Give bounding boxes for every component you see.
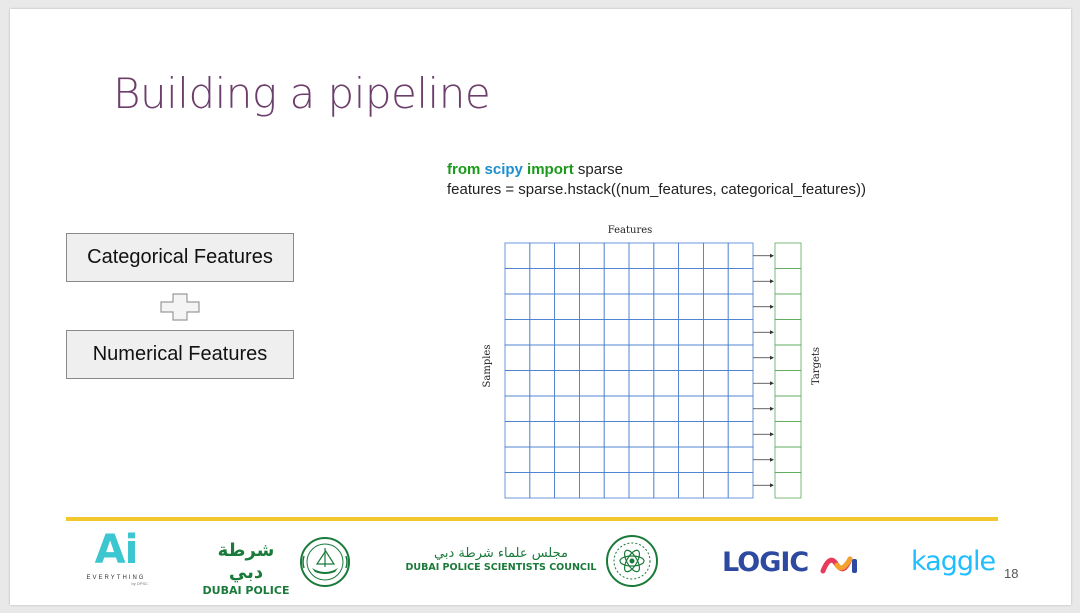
- feature-cell: [555, 243, 580, 269]
- feature-cell: [654, 294, 679, 320]
- feature-cell: [728, 371, 753, 397]
- feature-cell: [604, 320, 629, 346]
- row-arrow: [753, 279, 774, 283]
- feature-cell: [679, 447, 704, 473]
- target-cell: [775, 320, 801, 346]
- dubai-police-text-block: [200, 540, 292, 597]
- feature-cell: [629, 269, 654, 295]
- feature-cell: [555, 294, 580, 320]
- feature-cell: [679, 294, 704, 320]
- feature-cell: [555, 422, 580, 448]
- logic-ai-logo: [722, 546, 862, 580]
- target-cell: [775, 371, 801, 397]
- feature-cell: [728, 320, 753, 346]
- target-cell: [775, 396, 801, 422]
- feature-cell: [629, 345, 654, 371]
- feature-cell: [505, 473, 530, 499]
- categorical-features-box: [66, 233, 294, 282]
- feature-cell: [530, 371, 555, 397]
- feature-cell: [629, 371, 654, 397]
- feature-cell: [629, 473, 654, 499]
- feature-cell: [703, 473, 728, 499]
- feature-cell: [530, 422, 555, 448]
- feature-cell: [703, 447, 728, 473]
- feature-cell: [505, 345, 530, 371]
- code-snippet: [447, 160, 866, 200]
- feature-cell: [579, 345, 604, 371]
- feature-cell: [579, 269, 604, 295]
- ai-logo-mark: Ai: [94, 527, 138, 573]
- row-arrow: [753, 483, 774, 487]
- slide: [10, 9, 1071, 605]
- feature-cell: [728, 294, 753, 320]
- feature-cell: [629, 294, 654, 320]
- feature-cell: [679, 243, 704, 269]
- feature-cell: [703, 294, 728, 320]
- logic-ai-wave-icon: [820, 551, 860, 577]
- feature-cell: [579, 243, 604, 269]
- feature-cell: [555, 371, 580, 397]
- slide-title: Building a pipeline: [113, 69, 491, 118]
- feature-grid: [505, 243, 753, 498]
- feature-cell: [505, 396, 530, 422]
- feature-cell: [530, 473, 555, 499]
- row-arrows: [753, 254, 774, 488]
- code-keyword-from: from: [447, 161, 481, 178]
- row-arrow: [753, 330, 774, 334]
- feature-cell: [579, 396, 604, 422]
- feature-cell: [505, 371, 530, 397]
- feature-cell: [654, 269, 679, 295]
- target-cell: [775, 294, 801, 320]
- row-arrow: [753, 458, 774, 462]
- feature-cell: [654, 473, 679, 499]
- feature-cell: [629, 320, 654, 346]
- feature-cell: [728, 473, 753, 499]
- feature-cell: [505, 320, 530, 346]
- dubai-police-english: DUBAI POLICE: [202, 584, 290, 597]
- code-import-target: sparse: [577, 161, 623, 178]
- row-arrow: [753, 305, 774, 309]
- row-arrow: [753, 381, 774, 385]
- ai-logo-tagline: by DPSC: [131, 581, 148, 586]
- target-cell: [775, 447, 801, 473]
- feature-cell: [703, 320, 728, 346]
- feature-cell: [728, 447, 753, 473]
- dubai-police-logo: [200, 536, 355, 597]
- feature-cell: [728, 422, 753, 448]
- target-cell: [775, 243, 801, 269]
- feature-cell: [703, 422, 728, 448]
- target-cell: [775, 269, 801, 295]
- feature-cell: [679, 320, 704, 346]
- numerical-features-label: Numerical Features: [92, 343, 268, 365]
- feature-cell: [629, 422, 654, 448]
- feature-cell: [604, 447, 629, 473]
- feature-cell: [555, 447, 580, 473]
- feature-matrix-diagram: [475, 221, 855, 516]
- ai-logo-subtitle: EVERYTHING: [86, 575, 146, 581]
- feature-cell: [579, 447, 604, 473]
- feature-cell: [703, 371, 728, 397]
- feature-cell: [654, 422, 679, 448]
- feature-cell: [728, 396, 753, 422]
- feature-cell: [629, 243, 654, 269]
- feature-cell: [505, 422, 530, 448]
- feature-cell: [530, 345, 555, 371]
- feature-cell: [530, 294, 555, 320]
- feature-cell: [604, 345, 629, 371]
- feature-cell: [505, 269, 530, 295]
- feature-cell: [579, 294, 604, 320]
- scientists-council-text-block: [405, 546, 597, 573]
- feature-cell: [555, 396, 580, 422]
- feature-cell: [505, 447, 530, 473]
- feature-cell: [530, 320, 555, 346]
- features-axis-label: Features: [607, 225, 653, 236]
- ai-everything-logo: [76, 529, 156, 594]
- feature-cell: [679, 345, 704, 371]
- feature-cell: [679, 396, 704, 422]
- feature-cell: [679, 422, 704, 448]
- logic-ai-wordmark: LOGIC: [722, 547, 809, 578]
- feature-cell: [604, 269, 629, 295]
- code-keyword-import: import: [527, 161, 574, 178]
- samples-axis-label: Samples: [482, 344, 493, 388]
- code-module: scipy: [484, 161, 523, 178]
- feature-cell: [654, 320, 679, 346]
- dubai-police-arabic: شرطة دبي: [217, 540, 275, 583]
- target-cell: [775, 422, 801, 448]
- row-arrow: [753, 356, 774, 360]
- plus-icon: [160, 293, 200, 321]
- feature-cell: [728, 269, 753, 295]
- feature-cell: [530, 269, 555, 295]
- feature-cell: [604, 473, 629, 499]
- feature-cell: [555, 473, 580, 499]
- feature-cell: [555, 345, 580, 371]
- feature-cell: [654, 243, 679, 269]
- feature-cell: [629, 396, 654, 422]
- feature-cell: [579, 473, 604, 499]
- feature-cell: [679, 269, 704, 295]
- feature-cell: [505, 243, 530, 269]
- target-cell: [775, 345, 801, 371]
- feature-cell: [505, 294, 530, 320]
- feature-cell: [604, 294, 629, 320]
- scientists-council-arabic: مجلس علماء شرطة دبي: [434, 546, 568, 561]
- feature-cell: [604, 371, 629, 397]
- feature-cell: [555, 320, 580, 346]
- footer-accent-line: [66, 517, 998, 521]
- feature-cell: [530, 243, 555, 269]
- categorical-features-label: Categorical Features: [87, 246, 273, 268]
- feature-cell: [728, 345, 753, 371]
- feature-cell: [629, 447, 654, 473]
- kaggle-logo: [911, 545, 996, 581]
- row-arrow: [753, 432, 774, 436]
- page-number: 18: [1004, 566, 1019, 581]
- row-arrow: [753, 407, 774, 411]
- feature-cell: [654, 345, 679, 371]
- feature-cell: [703, 345, 728, 371]
- feature-cell: [679, 473, 704, 499]
- feature-cell: [679, 371, 704, 397]
- target-column: [775, 243, 801, 498]
- feature-cell: [703, 269, 728, 295]
- targets-axis-label: Targets: [811, 346, 822, 386]
- feature-cell: [530, 396, 555, 422]
- feature-cell: [579, 422, 604, 448]
- target-cell: [775, 473, 801, 499]
- feature-cell: [654, 447, 679, 473]
- feature-cell: [555, 269, 580, 295]
- feature-cell: [703, 396, 728, 422]
- feature-cell: [530, 447, 555, 473]
- feature-cell: [579, 371, 604, 397]
- feature-cell: [703, 243, 728, 269]
- code-line-2: features = sparse.hstack((num_features, categorical_features)): [447, 181, 866, 198]
- feature-cell: [579, 320, 604, 346]
- feature-cell: [604, 422, 629, 448]
- numerical-features-box: [66, 330, 294, 379]
- scientists-council-emblem-icon: [605, 534, 659, 588]
- feature-cell: [728, 243, 753, 269]
- feature-cell: [654, 396, 679, 422]
- scientists-council-logo: [405, 534, 660, 589]
- feature-cell: [604, 396, 629, 422]
- scientists-council-english: DUBAI POLICE SCIENTISTS COUNCIL: [405, 562, 597, 573]
- feature-cell: [604, 243, 629, 269]
- row-arrow: [753, 254, 774, 258]
- feature-cell: [654, 371, 679, 397]
- dubai-police-emblem-icon: [298, 536, 352, 588]
- kaggle-wordmark: kaggle: [911, 546, 996, 577]
